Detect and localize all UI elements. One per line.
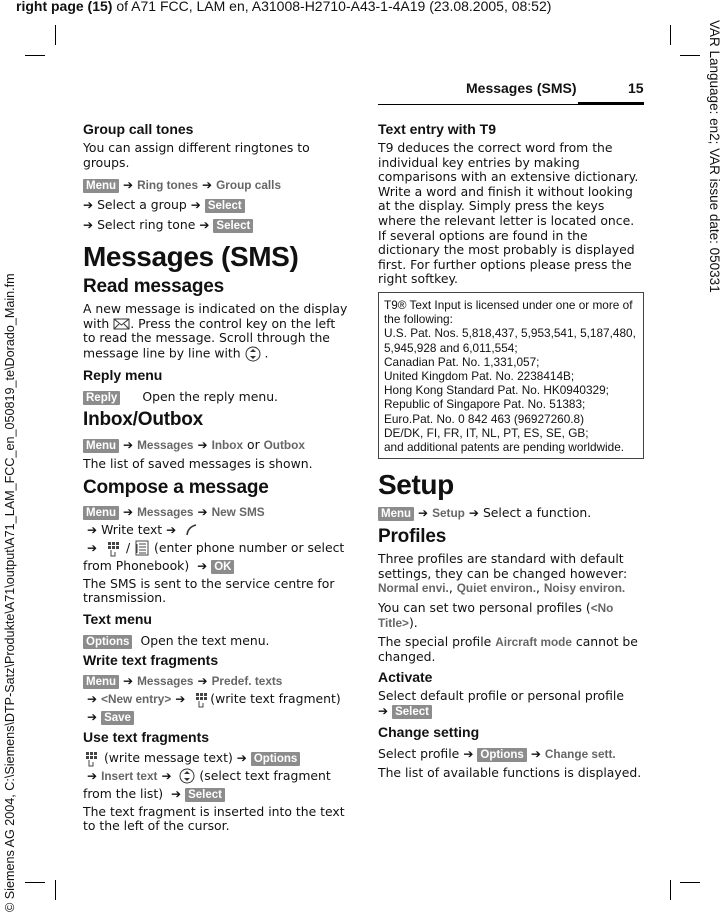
license-line: and additional patents are pending worldwide. (384, 439, 625, 454)
select-profile-text: Select profile (378, 745, 460, 761)
reply-menu-heading: Reply menu (83, 366, 163, 383)
read-text-part3: . (260, 345, 269, 361)
ok-key[interactable]: OK (211, 560, 234, 574)
select-key[interactable]: Select (392, 705, 432, 719)
file-header-bold: right page (15) (16, 0, 113, 14)
license-line: Hong Kong Standard Pat. No. HK0940329; (384, 383, 609, 398)
phonebook-icon (134, 540, 150, 556)
menu-item-messages[interactable]: Messages (137, 673, 194, 688)
file-header (16, 0, 551, 14)
aircraft-text-b: cannot be changed. (378, 634, 638, 664)
crop-mark (670, 25, 671, 45)
right-margin-info: VAR Language: en2; VAR issue date: 050331 (707, 20, 722, 293)
write-message-text: (write message text) (103, 749, 233, 765)
menu-key[interactable]: Menu (83, 506, 119, 520)
text-menu-text: Open the text menu. (140, 632, 270, 648)
select-key[interactable]: Select (213, 219, 253, 233)
write-fragment-text: (write text fragment) (210, 690, 341, 706)
menu-item-ring-tones[interactable]: Ring tones (137, 178, 199, 193)
left-margin-path: © Siemens AG 2004, C:\Siemens\DTP-Satz\Produkte\A71\output\A71_LAM_FCC_en_050819_te\Dorado_Main.fm (3, 273, 17, 912)
select-function-text: Select a function. (482, 505, 592, 521)
menu-item-new-entry[interactable]: <New entry> (101, 691, 172, 706)
setup-title: Setup (378, 469, 454, 501)
profile-quiet: Quiet environ. (456, 581, 537, 596)
menu-item-insert-text[interactable]: Insert text (101, 768, 158, 783)
crop-mark (680, 55, 700, 56)
select-group-text: Select a group (97, 197, 187, 213)
personal-text-b: ). (408, 614, 418, 630)
change-setting-nav: Select profile ➔ Options ➔ Change sett. (378, 745, 616, 761)
or-text: or (246, 436, 260, 452)
menu-item-messages[interactable]: Messages (137, 504, 194, 519)
running-header-title: Messages (SMS) (466, 80, 577, 96)
left-column (83, 121, 351, 839)
no-title-label: <No Title> (378, 600, 614, 630)
t9-heading: Text entry with T9 (378, 121, 496, 137)
reply-row (83, 387, 351, 406)
keypad-icon (193, 691, 210, 708)
keypad-icon (105, 540, 122, 557)
crop-mark (25, 882, 45, 883)
menu-item-new-sms[interactable]: New SMS (211, 504, 265, 519)
menu-item-change-setting[interactable]: Change sett. (544, 746, 616, 761)
save-key[interactable]: Save (101, 711, 134, 725)
reply-key[interactable]: Reply (83, 391, 120, 405)
compose-heading: Compose a message (83, 476, 269, 498)
use-fragments-heading: Use text fragments (83, 728, 210, 745)
read-messages-heading: Read messages (83, 276, 225, 298)
write-fragments-nav: Menu ➔ Messages ➔ Predef. texts ➔ <New entry> ➔ (write text fragment) ➔ Save (83, 672, 351, 726)
control-key-icon (179, 768, 195, 784)
crop-mark (680, 882, 700, 883)
options-key[interactable]: Options (83, 635, 132, 649)
group-call-tones-text: You can assign different ringtones to groups. (83, 140, 310, 170)
crop-mark (55, 25, 56, 45)
header-rule-thick (578, 102, 644, 105)
keypad-icon (83, 750, 100, 767)
menu-item-messages[interactable]: Messages (137, 437, 194, 452)
profiles-text: Three profiles are standard with default settings, they can be changed however: Normal envi., Quiet environ., Noisy environ. (378, 551, 628, 596)
send-icon (184, 523, 198, 537)
write-fragments-heading: Write text fragments (83, 651, 219, 668)
license-line: Republic of Singapore Pat. No. 51383; (384, 397, 586, 412)
inbox-text: The list of saved messages is shown. (83, 455, 313, 471)
activate-text: Select default profile or personal profile ➔ Select (378, 688, 624, 718)
inbox-outbox-heading: Inbox/Outbox (83, 408, 204, 430)
read-text-part1: A new message is indicated on the display with (83, 301, 348, 331)
options-key[interactable]: Options (477, 748, 526, 762)
menu-key[interactable]: Menu (83, 439, 119, 453)
personal-profiles-text (378, 601, 644, 630)
read-messages-text (83, 302, 351, 362)
t9-text: T9 deduces the correct word from the individual key entries by making comparisons with an extensive dictionary. Write a word and finish it without looking at the display. Simply press the keys where the relevant letter is located once. If several options are found in the dictionary the most probably is displayed first. For further options please press the right softkey. (378, 140, 639, 287)
license-line: T9® Text Input is licensed under one or more of the following: (384, 297, 633, 327)
menu-item-group-calls[interactable]: Group calls (216, 178, 282, 193)
aircraft-text-a: The special profile (378, 634, 496, 650)
use-fragments-text: The text fragment is inserted into the text to the left of the cursor. (83, 803, 345, 834)
t9-license-box (378, 292, 644, 459)
menu-key[interactable]: Menu (378, 507, 414, 521)
messages-sms-title: Messages (SMS) (83, 241, 299, 273)
activate-text-body: Select default profile or personal profile (378, 688, 624, 704)
reply-text: Open the reply menu. (142, 388, 278, 404)
change-setting-heading: Change setting (378, 723, 480, 740)
profile-normal: Normal envi. (378, 581, 449, 596)
crop-mark (670, 880, 671, 900)
profiles-text-part1: Three profiles are standard with default settings, they can be changed however: (378, 551, 628, 581)
text-menu-row (83, 631, 351, 650)
profiles-heading: Profiles (378, 526, 447, 548)
crop-mark (55, 880, 56, 900)
crop-mark (25, 55, 45, 56)
license-line: DE/DK, FI, FR, IT, NL, PT, ES, SE, GB; (384, 425, 589, 440)
select-fragment-text: (select text fragment from the list) (83, 767, 331, 801)
page-number: 15 (628, 80, 644, 96)
menu-key[interactable]: Menu (83, 179, 119, 193)
envelope-icon (113, 317, 130, 331)
select-key[interactable]: Select (185, 788, 225, 802)
activate-heading: Activate (378, 669, 433, 686)
right-column (378, 121, 644, 786)
license-line: U.S. Pat. Nos. 5,818,437, 5,953,541, 5,187,480, 5,945,928 and 6,011,554; (384, 326, 636, 355)
compose-text: The SMS is sent to the service centre for transmission. (83, 575, 335, 606)
aircraft-mode-label: Aircraft mode (495, 635, 572, 650)
license-line: Euro.Pat. No. 0 842 463 (96927260.8) (384, 411, 585, 426)
file-header-rest: of A71 FCC, LAM en, A31008-H2710-A43-1-4A19 (23.08.2005, 08:52) (112, 0, 552, 14)
setup-nav: Menu ➔ Setup ➔ Select a function. (378, 503, 644, 523)
select-ringtone-text: Select ring tone (97, 217, 196, 233)
menu-item-setup[interactable]: Setup (432, 506, 465, 521)
write-text: Write text (101, 521, 163, 537)
read-text-part2: . Press the control key on the left to read the message. Scroll through the message line by line with (83, 315, 336, 361)
menu-key[interactable]: Menu (83, 675, 119, 689)
menu-item-predef-texts[interactable]: Predef. texts (211, 673, 283, 688)
phone-number-text: (enter phone number or select from Phonebook) (83, 539, 345, 573)
menu-item-inbox[interactable]: Inbox (211, 437, 244, 452)
use-fragments-nav: (write message text) ➔ Options ➔ Insert text ➔ (select text fragment from the list) ➔ Select (83, 749, 331, 801)
text-menu-heading: Text menu (83, 610, 152, 627)
change-setting-text: The list of available functions is displayed. (378, 764, 642, 780)
license-line: United Kingdom Pat. No. 2238414B; (384, 368, 575, 383)
profile-noisy: Noisy environ. (543, 581, 626, 596)
inbox-nav: Menu ➔ Messages ➔ Inbox or Outbox (83, 435, 351, 455)
group-tones-nav: Menu ➔ Ring tones ➔ Group calls ➔ Select a group ➔ Select ➔ Select ring tone ➔ Select (83, 178, 282, 233)
options-key[interactable]: Options (251, 752, 300, 766)
compose-nav: Menu ➔ Messages ➔ New SMS ➔ Write text ➔ ➔ / (enter phone number or select from Phonebook) ➔ OK (83, 504, 345, 573)
control-key-icon (245, 346, 261, 362)
menu-item-outbox[interactable]: Outbox (263, 437, 305, 452)
personal-text-a: You can set two personal profiles ( (378, 599, 591, 615)
select-key[interactable]: Select (205, 199, 245, 213)
license-line: Canadian Pat. No. 1,331,057; (384, 354, 540, 369)
group-call-tones-heading: Group call tones (83, 121, 194, 137)
aircraft-text (378, 635, 644, 664)
